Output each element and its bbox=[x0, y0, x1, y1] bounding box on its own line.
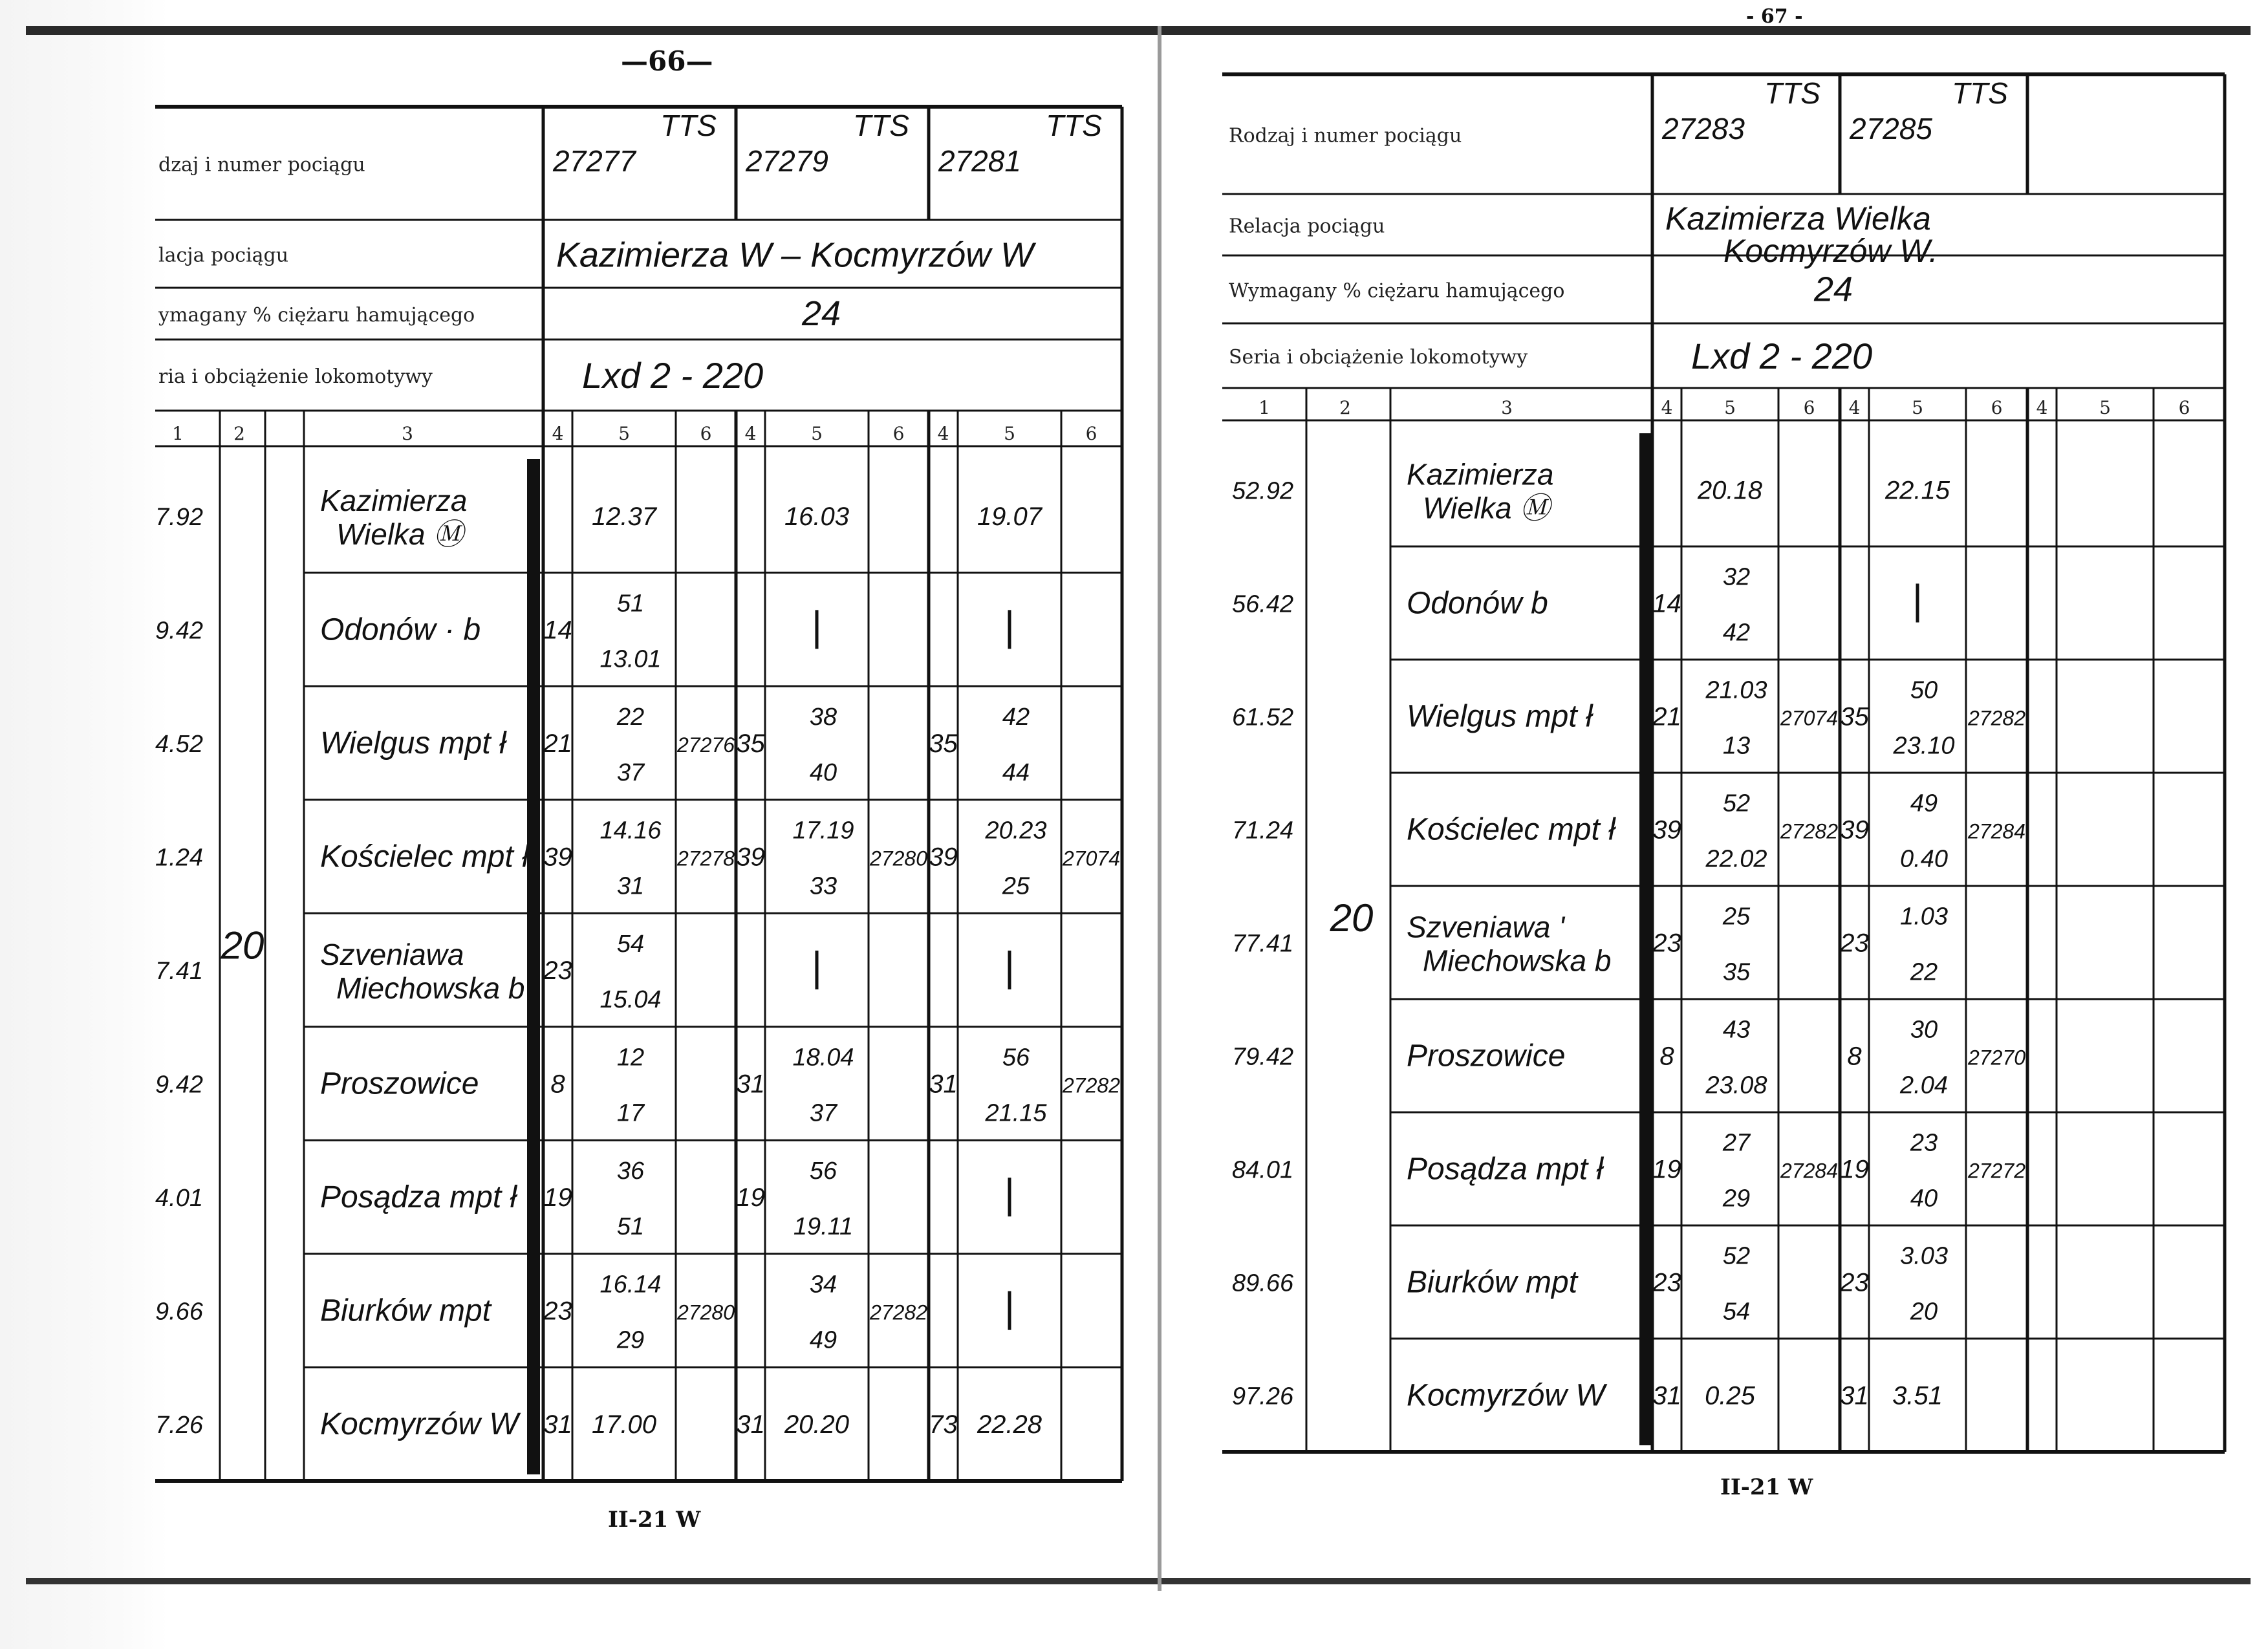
left_page-cell-stop: 31 bbox=[736, 1070, 765, 1099]
right_page-colnum-11: 6 bbox=[2178, 397, 2190, 418]
right_page-cell-arrival: 23 bbox=[1910, 1129, 1938, 1157]
right_page-colnum-7: 5 bbox=[1912, 397, 1923, 418]
left_page-cell-time: 12.37 bbox=[591, 502, 657, 531]
right_page-km-8: 97.26 bbox=[1232, 1383, 1294, 1410]
right_page-km-3: 71.24 bbox=[1232, 817, 1294, 845]
left_page-cell-departure: 17 bbox=[616, 1099, 645, 1127]
right_page-train-type-1: TTS bbox=[1952, 76, 2008, 110]
left_page-cell-time: 20.20 bbox=[784, 1410, 850, 1439]
left_page-train-number-1: 27279 bbox=[746, 144, 828, 178]
left_page-cell-departure: 51 bbox=[616, 1213, 645, 1241]
right_page-cell-stop: 23 bbox=[1840, 929, 1869, 958]
left_page-station-name-0-b: Wielka Ⓜ bbox=[336, 517, 464, 551]
right_page-station-name-6: Posądza mpt ł bbox=[1407, 1152, 1604, 1187]
left_page-cell-crossing: 27282 bbox=[1063, 1073, 1120, 1097]
right_page-cell-departure: 2.04 bbox=[1900, 1072, 1948, 1099]
left_page-cell-departure: 44 bbox=[1002, 759, 1030, 786]
left_page-cell-stop: 8 bbox=[550, 1070, 565, 1099]
right_page-colnum-8: 6 bbox=[1991, 397, 2003, 418]
left_page-station-name-2: Wielgus mpt ł bbox=[320, 726, 506, 760]
left_page-cell-departure: 49 bbox=[809, 1326, 837, 1354]
left_page-station-name-0-a: Kazimierza bbox=[320, 483, 468, 517]
left_page-station-name-4-b: Miechowska b bbox=[336, 971, 525, 1005]
right_page-cell-crossing: 27282 bbox=[1780, 819, 1838, 843]
left_page-cell-stop: 19 bbox=[736, 1183, 765, 1212]
right_page-cell-arrival: 27 bbox=[1722, 1129, 1751, 1157]
left_page-station-name-6: Posądza mpt ł bbox=[320, 1180, 517, 1215]
right_page-cell-departure: 54 bbox=[1722, 1298, 1751, 1326]
right_page-km-4: 77.41 bbox=[1232, 930, 1294, 958]
right_page-cell-arrival: 32 bbox=[1722, 563, 1751, 591]
left_page-cell-stop: 35 bbox=[929, 729, 958, 758]
right_page-cell-departure: 13 bbox=[1722, 732, 1751, 760]
right_page-cell-arrival: 1.03 bbox=[1900, 903, 1948, 931]
left_page-km-7: 9.66 bbox=[155, 1298, 203, 1326]
left_page-cell-arrival: 56 bbox=[1002, 1044, 1030, 1072]
right_page-thick-bar bbox=[1639, 433, 1652, 1445]
right_page-cell-stop: 21 bbox=[1652, 702, 1681, 731]
left_page-km-3: 1.24 bbox=[155, 844, 203, 872]
left_page-km-4: 7.41 bbox=[155, 958, 203, 985]
left_page-km-8: 7.26 bbox=[155, 1412, 203, 1439]
right_page-station-name-4-b: Miechowska b bbox=[1423, 943, 1612, 978]
right_page-colnum-6: 4 bbox=[1848, 397, 1861, 418]
left_page-cell-stop: 39 bbox=[736, 843, 765, 872]
right_page-cell-stop: 39 bbox=[1652, 815, 1681, 845]
right_page-cell-crossing: 27284 bbox=[1968, 819, 2025, 843]
right-page-number: - 67 - bbox=[1746, 5, 1803, 28]
right_page-colnum-10: 5 bbox=[2099, 397, 2111, 418]
left_page-colnum-6: 4 bbox=[744, 423, 757, 444]
right_page-label-wymagany: Wymagany % ciężaru hamującego bbox=[1229, 279, 1565, 303]
left_page-cell-stop: 35 bbox=[736, 729, 765, 758]
left_page-station-name-3: Kościelec mpt ł bbox=[320, 839, 529, 874]
right_page-cell-departure: 23.10 bbox=[1893, 732, 1955, 760]
left_page-cell-departure: 25 bbox=[1002, 872, 1030, 900]
left_page-cell-arrival: 17.19 bbox=[792, 817, 854, 845]
right-page-footer: II-21 W bbox=[1720, 1474, 1813, 1500]
left_page-colnum-0: 1 bbox=[172, 423, 184, 444]
left_page-cell-departure: 29 bbox=[616, 1326, 645, 1354]
right_page-station-name-4-a: Szveniawa ' bbox=[1407, 910, 1565, 944]
left_page-cell-arrival: 20.23 bbox=[985, 817, 1047, 845]
right_page-cell-arrival: 43 bbox=[1722, 1016, 1751, 1044]
left_page-train-number-0: 27277 bbox=[553, 144, 636, 178]
left_page-cell-time: 16.03 bbox=[784, 502, 850, 531]
left_page-cell-stop: 31 bbox=[736, 1410, 765, 1439]
right_page-station-name-0-b: Wielka Ⓜ bbox=[1423, 491, 1550, 525]
left_page-cell-stop: 21 bbox=[543, 729, 572, 758]
left_page-colnum-5: 6 bbox=[700, 423, 712, 444]
left_page-train-type-0: TTS bbox=[660, 109, 717, 142]
left_page-cell-stop: 31 bbox=[543, 1410, 572, 1439]
right_page-km-0: 52.92 bbox=[1232, 477, 1294, 505]
left_page-cell-arrival: 54 bbox=[616, 931, 645, 958]
right_page-cell-stop: 14 bbox=[1652, 589, 1681, 618]
right_page-cell-stop: 19 bbox=[1840, 1155, 1869, 1184]
left_page-cell-departure: 37 bbox=[616, 759, 645, 786]
right_page-station-name-0-a: Kazimierza bbox=[1407, 457, 1554, 491]
left_page-cell-time: 19.07 bbox=[977, 502, 1042, 531]
left_page-cell-arrival: 38 bbox=[809, 703, 837, 731]
right_page-cell-stop: 31 bbox=[1840, 1381, 1869, 1410]
right_page-cell-stop: 23 bbox=[1652, 929, 1681, 958]
right_page-cell-crossing: 27270 bbox=[1968, 1046, 2025, 1070]
left_page-colnum-9: 4 bbox=[937, 423, 949, 444]
left_page-km-0: 7.92 bbox=[155, 503, 203, 531]
left_page-colnum-10: 5 bbox=[1004, 423, 1015, 444]
right_page-km-7: 89.66 bbox=[1232, 1269, 1294, 1297]
left_page-cell-stop: 23 bbox=[543, 956, 572, 985]
right_page-label-seria: Seria i obciążenie lokomotywy bbox=[1229, 346, 1528, 369]
left_page-cell-crossing: 27280 bbox=[677, 1300, 735, 1324]
left_page-relacja-value: Kazimierza W – Kocmyrzów W bbox=[556, 235, 1034, 275]
left_page-cell-time: 22.28 bbox=[977, 1410, 1042, 1439]
right_page-cell-time: 20.18 bbox=[1697, 476, 1763, 505]
left_page-train-type-1: TTS bbox=[853, 109, 909, 142]
right_page-cell-crossing: 27272 bbox=[1968, 1159, 2025, 1183]
right_page-cell-departure: 22 bbox=[1910, 958, 1938, 986]
left_page-km-5: 9.42 bbox=[155, 1071, 203, 1099]
left_page-cell-arrival: 36 bbox=[616, 1158, 645, 1185]
left_page-cell-arrival: 16.14 bbox=[599, 1271, 662, 1299]
right_page-station-name-8: Kocmyrzów W bbox=[1407, 1378, 1605, 1413]
right_page-cell-arrival: 3.03 bbox=[1900, 1242, 1948, 1270]
right_page-cell-departure: 40 bbox=[1910, 1185, 1938, 1212]
right_page-cell-stop: 19 bbox=[1652, 1155, 1681, 1184]
left_page-cell-arrival: 18.04 bbox=[792, 1044, 854, 1072]
right_page-cell-arrival: 52 bbox=[1722, 1242, 1751, 1270]
left_page-cell-departure: 21.15 bbox=[985, 1099, 1047, 1127]
left_page-cell-arrival: 56 bbox=[809, 1158, 837, 1185]
right_page-cell-stop: 35 bbox=[1840, 702, 1869, 731]
right_page-cell-time: 0.25 bbox=[1705, 1381, 1755, 1410]
right_page-cell-departure: 35 bbox=[1722, 958, 1751, 986]
left_page-cell-crossing: 27276 bbox=[677, 733, 735, 757]
left_page-train-type-2: TTS bbox=[1046, 109, 1102, 142]
left_page-cell-departure: 19.11 bbox=[793, 1213, 854, 1241]
left_page-cell-stop: 14 bbox=[543, 616, 572, 645]
left_page-cell-stop: 39 bbox=[543, 843, 572, 872]
left_page-km-1: 9.42 bbox=[155, 617, 203, 645]
right_page-colnum-2: 3 bbox=[1501, 397, 1513, 418]
left_page-cell-crossing: 27280 bbox=[870, 846, 927, 870]
left_page-cell-departure: 15.04 bbox=[599, 986, 662, 1013]
left_page-cell-departure: 40 bbox=[809, 759, 837, 786]
left_page-label-relacja: lacja pociągu bbox=[158, 244, 289, 267]
right_page-station-name-5: Proszowice bbox=[1407, 1039, 1566, 1073]
left_page-cell-stop: 73 bbox=[929, 1410, 958, 1439]
right_page-cell-departure: 22.02 bbox=[1705, 845, 1767, 873]
right_page-colnum-9: 4 bbox=[2036, 397, 2048, 418]
right_page-colnum-3: 4 bbox=[1661, 397, 1673, 418]
right_page-cell-arrival: 50 bbox=[1910, 676, 1938, 704]
right_page-km-1: 56.42 bbox=[1232, 590, 1294, 618]
right_page-cell-departure: 0.40 bbox=[1900, 845, 1948, 873]
left_page-seria-value: Lxd 2 - 220 bbox=[582, 355, 764, 396]
left_page-station-name-1: Odonów · b bbox=[320, 612, 481, 647]
right_page-cell-arrival: 30 bbox=[1910, 1016, 1938, 1044]
right_page-cell-arrival: 21.03 bbox=[1705, 676, 1767, 704]
left_page-cell-crossing: 27278 bbox=[677, 846, 735, 870]
right_page-colnum-1: 2 bbox=[1339, 397, 1351, 418]
right_page-cell-time: 22.15 bbox=[1885, 476, 1950, 505]
left_page-km-6: 4.01 bbox=[155, 1185, 203, 1212]
left_page-cell-arrival: 42 bbox=[1002, 703, 1030, 731]
right_page-label-rodzaj: Rodzaj i numer pociągu bbox=[1229, 124, 1462, 147]
left_page-cell-arrival: 34 bbox=[809, 1271, 837, 1299]
left_page-station-name-4-a: Szveniawa bbox=[320, 938, 464, 971]
left_page-km-2: 4.52 bbox=[155, 730, 203, 758]
right_page-station-name-1: Odonów b bbox=[1407, 586, 1548, 621]
left_page-col2-value: 20 bbox=[221, 923, 265, 967]
right_page-cell-arrival: 49 bbox=[1910, 790, 1938, 817]
right_page-cell-arrival: 52 bbox=[1722, 790, 1751, 817]
left_page-train-number-2: 27281 bbox=[938, 144, 1021, 178]
left_page-cell-departure: 33 bbox=[809, 872, 837, 900]
left_page-colnum-2: 3 bbox=[402, 423, 413, 444]
right_page-km-2: 61.52 bbox=[1232, 704, 1294, 731]
left_page-colnum-11: 6 bbox=[1085, 423, 1097, 444]
left_page-cell-arrival: 14.16 bbox=[599, 817, 662, 845]
left_page-station-name-8: Kocmyrzów W bbox=[320, 1407, 519, 1442]
right_page-colnum-5: 6 bbox=[1803, 397, 1815, 418]
right_page-train-type-0: TTS bbox=[1764, 76, 1820, 110]
left_page-label-wymagany: ymagany % ciężaru hamującego bbox=[158, 304, 475, 327]
right_page-seria-value: Lxd 2 - 220 bbox=[1691, 336, 1873, 376]
right_page-col2-value: 20 bbox=[1330, 896, 1374, 940]
left_page-cell-stop: 23 bbox=[543, 1297, 572, 1326]
right_page-station-name-3: Kościelec mpt ł bbox=[1407, 812, 1615, 847]
left_page-colnum-1: 2 bbox=[233, 423, 245, 444]
right_page-cell-time: 3.51 bbox=[1892, 1381, 1943, 1410]
right_page-cell-crossing: 27284 bbox=[1780, 1159, 1838, 1183]
left_page-cell-arrival: 12 bbox=[616, 1044, 645, 1072]
left_page-cell-departure: 31 bbox=[616, 872, 645, 900]
right_page-cell-stop: 8 bbox=[1659, 1042, 1674, 1071]
left_page-label-seria: ria i obciążenie lokomotywy bbox=[158, 365, 433, 388]
right_page-station-name-2: Wielgus mpt ł bbox=[1407, 699, 1593, 734]
right_page-train-number-0: 27283 bbox=[1662, 112, 1745, 146]
right_page-cell-stop: 23 bbox=[1840, 1268, 1869, 1297]
left_page-cell-crossing: 27074 bbox=[1063, 846, 1120, 870]
right_page-cell-departure: 20 bbox=[1910, 1298, 1938, 1326]
left_page-label-rodzaj: dzaj i numer pociągu bbox=[158, 153, 365, 177]
right_page-cell-crossing: 27074 bbox=[1780, 706, 1838, 730]
left_page-cell-departure: 13.01 bbox=[599, 645, 662, 673]
left_page-station-name-7: Biurków mpt bbox=[320, 1293, 491, 1328]
right_page-cell-stop: 8 bbox=[1847, 1042, 1862, 1071]
right_page-station-name-7: Biurków mpt bbox=[1407, 1265, 1578, 1300]
left_page-colnum-8: 6 bbox=[892, 423, 905, 444]
left_page-cell-crossing: 27282 bbox=[870, 1300, 927, 1324]
left_page-colnum-4: 5 bbox=[618, 423, 630, 444]
right_page-cell-departure: 42 bbox=[1722, 619, 1751, 647]
left_page-cell-stop: 31 bbox=[929, 1070, 958, 1099]
right_page-cell-stop: 23 bbox=[1652, 1268, 1681, 1297]
left_page-colnum-7: 5 bbox=[811, 423, 823, 444]
left_page-wymagany-value: 24 bbox=[802, 294, 841, 333]
right_page-cell-departure: 29 bbox=[1722, 1185, 1751, 1212]
left_page-colnum-3: 4 bbox=[552, 423, 564, 444]
right_page-cell-stop: 31 bbox=[1652, 1381, 1681, 1410]
right_page-colnum-4: 5 bbox=[1724, 397, 1736, 418]
right_page-cell-crossing: 27282 bbox=[1968, 706, 2025, 730]
right_page-relacja-line-1: Kocmyrzów W. bbox=[1723, 233, 1938, 269]
right_page-colnum-0: 1 bbox=[1258, 397, 1270, 418]
right_page-km-6: 84.01 bbox=[1232, 1156, 1294, 1184]
left_page-cell-arrival: 51 bbox=[616, 590, 645, 618]
left_page-cell-stop: 19 bbox=[543, 1183, 572, 1212]
right_page-km-5: 79.42 bbox=[1232, 1043, 1294, 1071]
right_page-wymagany-value: 24 bbox=[1814, 270, 1853, 309]
left_page-cell-time: 17.00 bbox=[591, 1410, 657, 1439]
left_page-cell-arrival: 22 bbox=[616, 703, 645, 731]
left-page-footer: II-21 W bbox=[608, 1507, 701, 1533]
left_page-cell-stop: 39 bbox=[929, 843, 958, 872]
right_page-cell-arrival: 25 bbox=[1722, 903, 1751, 931]
right_page-relacja-line-0: Kazimierza Wielka bbox=[1665, 200, 1931, 237]
right_page-cell-stop: 39 bbox=[1840, 815, 1869, 845]
right_page-cell-departure: 23.08 bbox=[1705, 1072, 1767, 1099]
left_page-cell-departure: 37 bbox=[809, 1099, 837, 1127]
right_page-train-number-1: 27285 bbox=[1850, 112, 1932, 146]
left-page-number: —66— bbox=[621, 45, 713, 77]
left_page-station-name-5: Proszowice bbox=[320, 1066, 479, 1101]
right_page-label-relacja: Relacja pociągu bbox=[1229, 215, 1385, 238]
